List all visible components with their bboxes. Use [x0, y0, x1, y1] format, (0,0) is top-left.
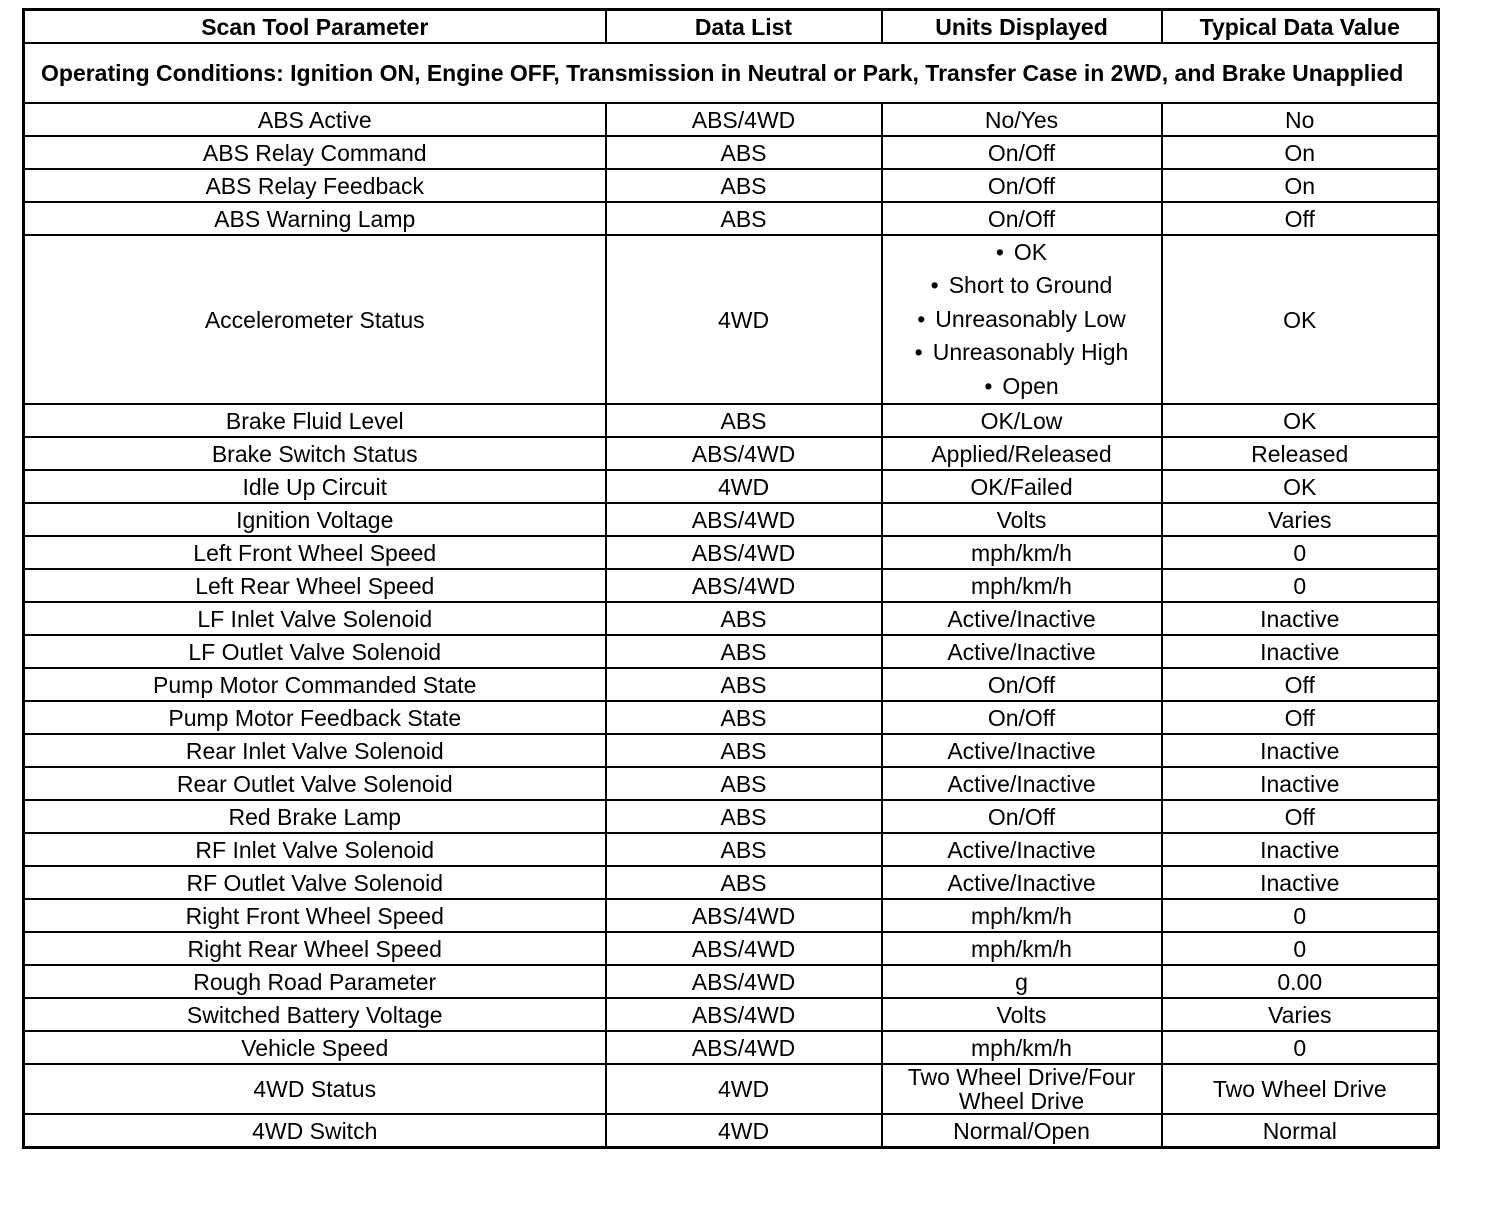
units-cell: mph/km/h: [882, 899, 1162, 932]
typical-value-cell: Off: [1162, 701, 1439, 734]
units-cell: On/Off: [882, 169, 1162, 202]
units-cell: mph/km/h: [882, 569, 1162, 602]
table-row: [24, 202, 1439, 235]
parameter-cell: ABS Relay Feedback: [24, 169, 606, 202]
parameter-cell: Ignition Voltage: [24, 503, 606, 536]
table-row: [24, 437, 1439, 470]
table-row: [24, 668, 1439, 701]
typical-value-cell: 0: [1162, 899, 1439, 932]
units-cell: No/Yes: [882, 103, 1162, 136]
typical-value-cell: Varies: [1162, 998, 1439, 1031]
typical-value-cell: Off: [1162, 202, 1439, 235]
parameter-cell: Pump Motor Commanded State: [24, 668, 606, 701]
parameter-cell: LF Inlet Valve Solenoid: [24, 602, 606, 635]
table-row: [24, 404, 1439, 437]
list-item: • Unreasonably Low: [885, 303, 1159, 336]
units-cell: Volts: [882, 503, 1162, 536]
units-cell: Active/Inactive: [882, 602, 1162, 635]
units-cell: Active/Inactive: [882, 734, 1162, 767]
parameter-cell: Right Front Wheel Speed: [24, 899, 606, 932]
data-list-cell: ABS: [606, 701, 882, 734]
typical-value-cell: 0: [1162, 932, 1439, 965]
typical-value-cell: Inactive: [1162, 767, 1439, 800]
parameter-cell: Rear Outlet Valve Solenoid: [24, 767, 606, 800]
table-row: [24, 866, 1439, 899]
table-row: [24, 800, 1439, 833]
parameter-cell: 4WD Switch: [24, 1114, 606, 1148]
parameter-cell: RF Inlet Valve Solenoid: [24, 833, 606, 866]
units-cell: OK/Failed: [882, 470, 1162, 503]
data-list-cell: ABS/4WD: [606, 965, 882, 998]
typical-value-cell: On: [1162, 169, 1439, 202]
data-list-cell: ABS/4WD: [606, 1031, 882, 1064]
parameter-cell: Left Front Wheel Speed: [24, 536, 606, 569]
typical-value-cell: Off: [1162, 668, 1439, 701]
typical-value-cell: OK: [1162, 404, 1439, 437]
typical-value-cell: Inactive: [1162, 734, 1439, 767]
units-cell: Active/Inactive: [882, 767, 1162, 800]
list-item: • Open: [885, 370, 1159, 403]
parameter-cell: Brake Switch Status: [24, 437, 606, 470]
parameter-cell: Switched Battery Voltage: [24, 998, 606, 1031]
table-row: [24, 1064, 1439, 1114]
units-cell: mph/km/h: [882, 536, 1162, 569]
units-cell: Active/Inactive: [882, 635, 1162, 668]
table-row: [24, 635, 1439, 668]
table-row-accelerometer-status: [24, 235, 1439, 404]
units-cell: Volts: [882, 998, 1162, 1031]
typical-value-cell: OK: [1162, 470, 1439, 503]
table-row: [24, 1031, 1439, 1064]
scan-tool-data-table: [22, 8, 1440, 1149]
data-list-cell: ABS: [606, 866, 882, 899]
data-list-cell: ABS: [606, 635, 882, 668]
parameter-cell: ABS Relay Command: [24, 136, 606, 169]
table-row: [24, 470, 1439, 503]
data-list-cell: ABS/4WD: [606, 437, 882, 470]
data-list-cell: ABS: [606, 767, 882, 800]
data-list-cell: 4WD: [606, 1064, 882, 1114]
header-typical-data-value: Typical Data Value: [1162, 10, 1439, 44]
units-cell: Two Wheel Drive/Four Wheel Drive: [882, 1064, 1162, 1114]
data-list-cell: 4WD: [606, 1114, 882, 1148]
units-cell: Active/Inactive: [882, 866, 1162, 899]
units-cell: mph/km/h: [882, 932, 1162, 965]
table-row: [24, 103, 1439, 136]
data-list-cell: ABS: [606, 404, 882, 437]
list-item: • Unreasonably High: [885, 336, 1159, 369]
table-row: [24, 503, 1439, 536]
units-cell: mph/km/h: [882, 1031, 1162, 1064]
units-bullet-list: [885, 236, 1159, 403]
table-row: [24, 569, 1439, 602]
typical-value-cell: 0: [1162, 536, 1439, 569]
units-cell: On/Off: [882, 800, 1162, 833]
parameter-cell: ABS Warning Lamp: [24, 202, 606, 235]
units-cell: [882, 235, 1162, 404]
table-row: [24, 932, 1439, 965]
data-list-cell: ABS/4WD: [606, 536, 882, 569]
header-row: [24, 10, 1439, 44]
data-list-cell: ABS/4WD: [606, 998, 882, 1031]
parameter-cell: LF Outlet Valve Solenoid: [24, 635, 606, 668]
typical-value-cell: OK: [1162, 235, 1439, 404]
typical-value-cell: Inactive: [1162, 833, 1439, 866]
data-list-cell: ABS: [606, 668, 882, 701]
parameter-cell: ABS Active: [24, 103, 606, 136]
typical-value-cell: 0: [1162, 569, 1439, 602]
data-list-cell: ABS: [606, 202, 882, 235]
data-list-cell: ABS/4WD: [606, 503, 882, 536]
data-list-cell: 4WD: [606, 470, 882, 503]
table-row: [24, 602, 1439, 635]
parameter-cell: Idle Up Circuit: [24, 470, 606, 503]
table-row: [24, 899, 1439, 932]
typical-value-cell: Off: [1162, 800, 1439, 833]
typical-value-cell: Varies: [1162, 503, 1439, 536]
table-row: [24, 734, 1439, 767]
parameter-cell: Right Rear Wheel Speed: [24, 932, 606, 965]
typical-value-cell: Normal: [1162, 1114, 1439, 1148]
parameter-cell: Accelerometer Status: [24, 235, 606, 404]
typical-value-cell: On: [1162, 136, 1439, 169]
data-list-cell: ABS: [606, 734, 882, 767]
parameter-cell: Rear Inlet Valve Solenoid: [24, 734, 606, 767]
units-cell: On/Off: [882, 668, 1162, 701]
units-cell: On/Off: [882, 202, 1162, 235]
table-row: [24, 767, 1439, 800]
data-list-cell: ABS: [606, 800, 882, 833]
units-cell: On/Off: [882, 701, 1162, 734]
header-units-displayed: Units Displayed: [882, 10, 1162, 44]
data-list-cell: ABS/4WD: [606, 899, 882, 932]
table-row: [24, 536, 1439, 569]
table-row: [24, 169, 1439, 202]
operating-conditions: Operating Conditions: Ignition ON, Engine OFF, Transmission in Neutral or Park, Transfer Case in 2WD, and Brake Unapplied: [24, 43, 1439, 103]
units-cell: OK/Low: [882, 404, 1162, 437]
data-list-cell: ABS: [606, 169, 882, 202]
data-list-cell: ABS/4WD: [606, 103, 882, 136]
typical-value-cell: Inactive: [1162, 602, 1439, 635]
table-row: [24, 701, 1439, 734]
table-row: [24, 1114, 1439, 1148]
list-item: • OK: [885, 236, 1159, 269]
data-list-cell: ABS/4WD: [606, 932, 882, 965]
parameter-cell: 4WD Status: [24, 1064, 606, 1114]
data-list-cell: ABS: [606, 602, 882, 635]
parameter-cell: Pump Motor Feedback State: [24, 701, 606, 734]
parameter-cell: Red Brake Lamp: [24, 800, 606, 833]
data-list-cell: 4WD: [606, 235, 882, 404]
parameter-cell: RF Outlet Valve Solenoid: [24, 866, 606, 899]
typical-value-cell: Inactive: [1162, 866, 1439, 899]
data-list-cell: ABS: [606, 833, 882, 866]
data-list-cell: ABS: [606, 136, 882, 169]
units-cell: Normal/Open: [882, 1114, 1162, 1148]
typical-value-cell: Inactive: [1162, 635, 1439, 668]
typical-value-cell: Two Wheel Drive: [1162, 1064, 1439, 1114]
table-row: [24, 833, 1439, 866]
parameter-cell: Brake Fluid Level: [24, 404, 606, 437]
data-list-cell: ABS/4WD: [606, 569, 882, 602]
units-cell: Applied/Released: [882, 437, 1162, 470]
header-data-list: Data List: [606, 10, 882, 44]
parameter-cell: Vehicle Speed: [24, 1031, 606, 1064]
typical-value-cell: 0: [1162, 1031, 1439, 1064]
units-cell: Active/Inactive: [882, 833, 1162, 866]
table-row: [24, 998, 1439, 1031]
table-row: [24, 136, 1439, 169]
parameter-cell: Rough Road Parameter: [24, 965, 606, 998]
parameter-cell: Left Rear Wheel Speed: [24, 569, 606, 602]
list-item: • Short to Ground: [885, 269, 1159, 302]
typical-value-cell: 0.00: [1162, 965, 1439, 998]
units-cell: g: [882, 965, 1162, 998]
units-cell: On/Off: [882, 136, 1162, 169]
typical-value-cell: Released: [1162, 437, 1439, 470]
typical-value-cell: No: [1162, 103, 1439, 136]
table-row: [24, 965, 1439, 998]
header-scan-tool-parameter: Scan Tool Parameter: [24, 10, 606, 44]
operating-conditions-row: [24, 43, 1439, 103]
